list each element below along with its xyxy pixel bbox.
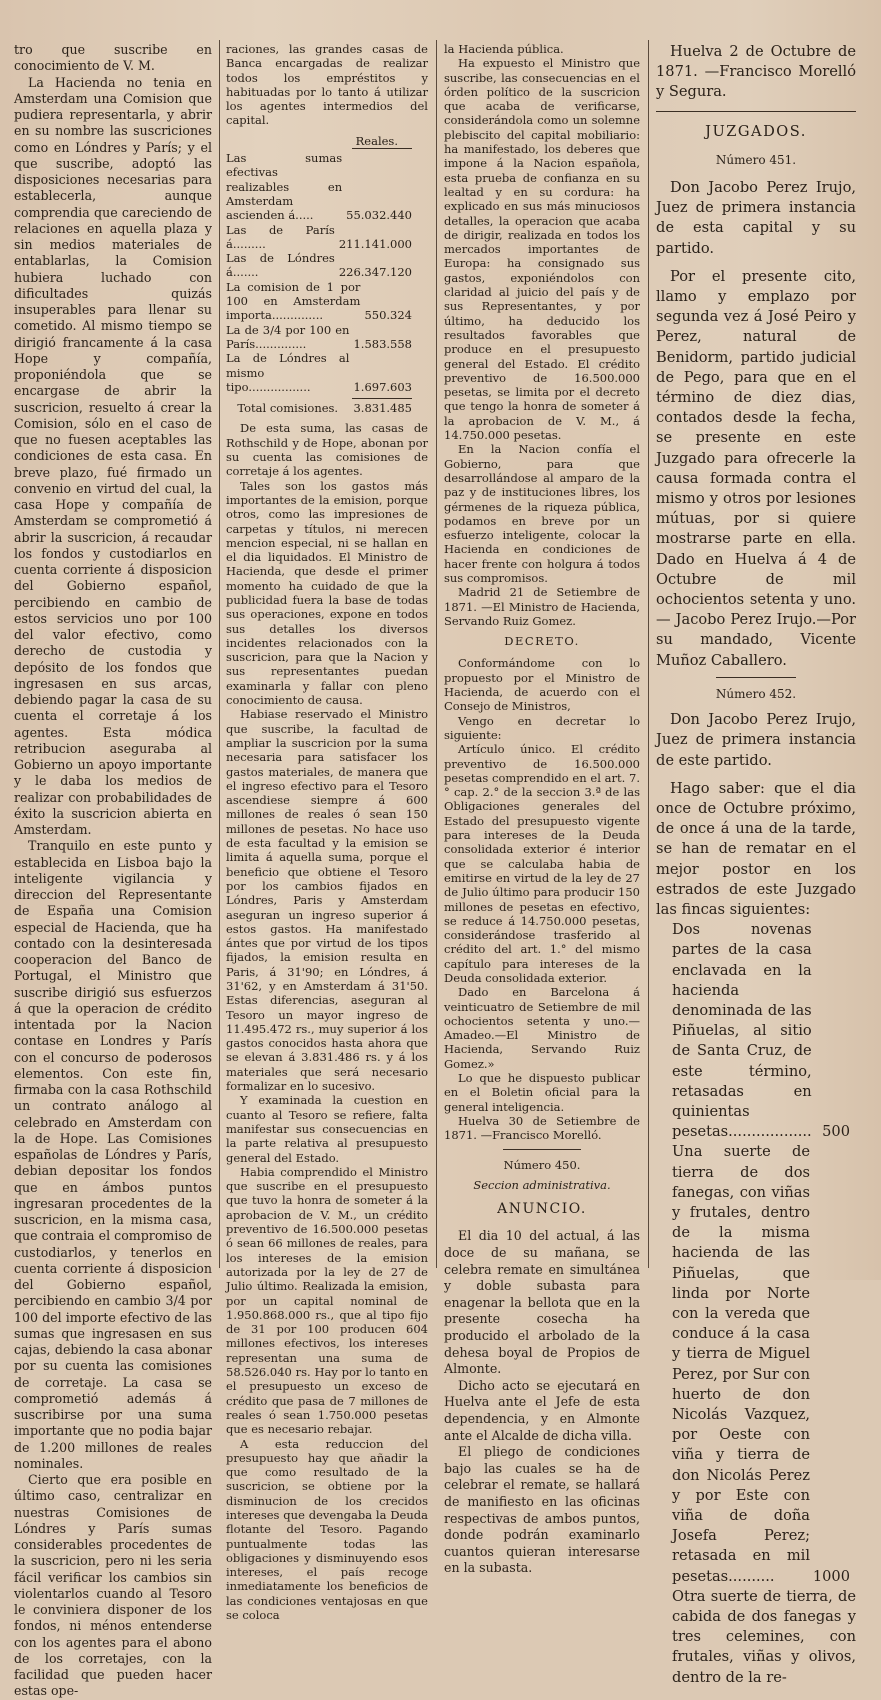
paragraph: Artículo único. El crédito preventivo de 16.500.000 pesetas comprendido en el art. 7.° cap. 2.° de la seccion 3.ª de las Obligaciones generales del Estado del presupuesto vigente para intereses de la Deuda consolidada exterior é interior que se calculaba habia de emitirse en virtud de la ley de 27 de Julio último para producir 150 millones de pesetas en efectivo, se reduce á 14.750.000 pesetas, considerándose trasferido al crédito del art. 1.° del mismo capítulo para intereses de la Deuda consolidada exterior. (444, 742, 640, 985)
table-row (226, 151, 428, 222)
notice-heading: Don Jacobo Perez Irujo, Juez de primera instancia de este partido. (656, 711, 856, 769)
column-4 (656, 42, 856, 1686)
row-label: Las de París á......... (226, 222, 335, 251)
lot-amount: 500 (822, 1123, 850, 1141)
paragraph: Habia comprendido el Ministro que suscribe en el presupuesto que tuvo la honra de someter á la aprobacion de V. M., un crédito preventivo de 16.500.000 pesetas ó sean 66 millones de reales, para los intereses de la emision autorizada por la ley de 27 de Julio último. Realizada la emision, por un capital nominal de 1.950.868.000 rs., que al tipo fijo de 31 por 100 producen 604 millones efectivos, los intereses representan una suma de 58.526.040 rs. Hay por lo tanto en el presupuesto un exceso de crédito que pasa de 7 millones de reales ó sean 1.750.000 pesetas que es necesario rebajar. (226, 1164, 428, 1437)
paragraph: Dado en Barcelona á veinticuatro de Setiembre de mil ochocientos setenta y uno.—Amadeo.—El Ministro de Hacienda, Servando Ruiz Gomez.» (444, 985, 640, 1071)
row-label: Las sumas efectivas realizables en Amsterdam ascienden á..... (226, 151, 343, 223)
decreto-title: DECRETO. (504, 634, 580, 649)
paragraph: Ha expuesto el Ministro que suscribe, las consecuencias en el órden político de la suscricion que acaba de verificarse, considerándola como un solemne plebiscito del capital mobiliario: ha manifestado, los deberes que impone á la Nacion española, esta prueba de confianza en su lealtad y en su cordura: ha explicado en sus más minuciosos detalles, la operacion que acaba de dirigir, realizada en todos los mercados importantes de Europa: ha consignado sus gastos, exponiéndolos con claridad al juicio del país y de sus Representantes, y por último, ha deducido los resultados favorables que produce en el presupuesto general del Estado. El crédito preventivo de 16.500.000 pesetas, se limita por el decreto que tengo la honra de someter á la aprobacion de V. M., á 14.750.000 pesetas. (444, 56, 640, 443)
anuncio-title: ANUNCIO. (497, 1201, 587, 1218)
row-value: 550.324 (364, 308, 412, 323)
table-row (226, 323, 428, 352)
total-value: 3.831.485 (353, 401, 412, 416)
paragraph: Hago saber: que el dia once de Octubre próximo, de once á una de la tarde, se han de rematar en el mejor postor en los estrados de este Juzgado las fincas siguientes: (656, 779, 856, 918)
row-value: 226.347.120 (338, 265, 412, 280)
signature-line: Huelva 2 de Octubre de 1871. —Francisco Morelló y Segura. (656, 43, 856, 101)
lot-description: Otra suerte de tierra, de cabida de dos fanegas y tres celemines, con frutales, viñas y olivos, dentro de la re- (672, 1587, 856, 1686)
column-rule (219, 40, 220, 1268)
paragraph: Por el presente cito, llamo y emplazo por segunda vez á José Peiro y Perez, natural de Benidorm, partido judicial de Pego, para que en el término de diez dias, contados desde la fecha, se presente en este Juzgado para ofrecerle la causa formada contra el mismo y otros por lesiones mútuas, por si quiere mostrarse parte en ella. Dado en Huelva á 4 de Octubre de mil ochocientos setenta y uno.— Jacobo Perez Irujo.—Por su mandado, Vicente Muñoz Caballero. (656, 267, 856, 669)
lot-description: Dos novenas partes de la casa enclavada en la hacienda denominada de las Piñuelas, al sitio de Santa Cruz, de este término, retasadas en quinientas pesetas.................. (672, 921, 812, 1141)
row-value: 1.583.558 (353, 336, 412, 351)
table-row (226, 223, 428, 252)
table-header: Reales. (355, 133, 398, 148)
auction-lot (656, 1142, 856, 1586)
lot-amount: 1000 (812, 1567, 850, 1585)
total-label: Total comisiones. (237, 401, 339, 416)
section-divider (656, 111, 856, 112)
juzgados-title: JUZGADOS. (705, 122, 807, 140)
notice-number: Número 450. (503, 1157, 581, 1172)
paragraph: Lo que he dispuesto publicar en el Boletin oficial para la general inteligencia. (444, 1071, 640, 1114)
table-total-row (226, 401, 428, 415)
table-row (226, 280, 428, 323)
table-rule (352, 398, 412, 399)
row-label: La de 3/4 por 100 en París.............. (226, 322, 350, 351)
auction-lot (656, 1587, 856, 1688)
section-divider (716, 677, 796, 678)
paragraph: De esta suma, las casas de Rothschild y de Hope, abonan por su cuenta las comisiones de corretaje á los agentes. (226, 421, 428, 479)
paragraph: Tales son los gastos más importantes de la emision, porque otros, como las impresiones de carpetas y títulos, ni merecen mencion especial, ni se hallan en el dia liquidados. El Ministro de Hacienda, que desde el primer momento ha cuidado de que la publicidad fuera la base de todas sus operaciones, expone en todos sus detalles los diversos incidentes relacionados con la suscricion, para que la Nacion y sus representantes puedan examinarla y fallar con pleno conocimiento de causa. (226, 478, 428, 708)
paragraph: El pliego de condiciones bajo las cuales se ha de celebrar el remate, se hallará de manifiesto en las oficinas respectivas de ambos puntos, donde podrán examinarlo cuantos quieran interesarse en la subasta. (444, 1444, 640, 1576)
lot-description: Una suerte de tierra de dos fanegas, con viñas y frutales, dentro de la misma hacienda de las Piñuelas, que linda por Norte con la vereda que conduce á la casa y tierra de Miguel Perez, por Sur con huerto de don Nicolás Vazquez, por Oeste con viña y tierra de don Nicolás Perez y por Este con viña de doña Josefa Perez; retasada en mil pesetas.......... (672, 1143, 810, 1585)
paragraph: Vengo en decretar lo siguiente: (444, 713, 640, 742)
paragraph: La Hacienda no tenia en Amsterdam una Comision que pudiera representarla, y abrir en su nombre las suscriciones como en Lóndres y París; y el que suscribe, adoptó las disposiciones necesarias para establecerla, aunque comprendia que careciendo de relaciones en aquella plaza y sin medios materiales de entablarlas, la Comision hubiera luchado con dificultades quizás insuperables para llenar su cometido. Al mismo tiempo se dirigió francamente á la casa Hope y compañía, proponiéndola que se encargase de abrir la suscricion, resuelto á crear la Comision, sólo en el caso de que no fuesen aceptables las condiciones de esta casa. En breve plazo, fué firmado un convenio en virtud del cual, la casa Hope y compañía de Amsterdam se comprometió á abrir la suscricion, á recaudar los fondos y custodiarlos en cuenta corriente á disposicion del Gobierno español, percibiendo en cambio de estos servicios uno por 100 del valor efectivo, como derecho de custodia y depósito de los fondos que ingresasen en sus arcas, debiendo pagar la casa de su cuenta el corretaje á los agentes. Esta módica retribucion aseguraba al Gobierno un apoyo importante y le daba los medios de realizar con probabilidades de éxito la suscricion abierta en Amsterdam. (14, 74, 212, 837)
signature-line: Huelva 30 de Setiembre de 1871. —Francisco Morelló. (444, 1113, 640, 1143)
paragraph: A esta reduccion del presupuesto hay que añadir la que como resultado de la suscricion, se obtiene por la disminucion de los crecidos intereses que devengaba la Deuda flotante del Tesoro. Pagando puntualmente todas las obligaciones y disminuyendo esos intereses, el país recoge inmediatamente los beneficios de las condiciones ventajosas en que se coloca (226, 1436, 428, 1623)
column-rule (436, 40, 437, 1268)
notice-number: Número 452. (715, 686, 797, 701)
row-value: 55.032.440 (346, 208, 412, 223)
row-value: 1.697.603 (353, 379, 412, 394)
paragraph: Conformándome con lo propuesto por el Ministro de Hacienda, de acuerdo con el Consejo de Ministros, (444, 656, 640, 714)
table-row (226, 251, 428, 280)
row-label: La de Lóndres al mismo tipo................. (226, 351, 350, 394)
paragraph: Cierto que era posible en último caso, centralizar en nuestras Comisiones de Lóndres y París sumas considerables procedentes de la suscricion, pero ni les seria fácil verificar los cambios sin violentarlos cuando al Tesoro le conviniera disponer de los fondos, ni ménos entenderse con los agentes para el abono de los corretajes, con la facilidad que pueden hacer estas ope- (14, 1472, 212, 1699)
paragraph: Tranquilo en este punto y establecida en Lisboa bajo la inteligente vigilancia y direccion del Representante de España una Comision especial de Hacienda, que ha contado con la desinteresada cooperacion del Banco de Portugal, el Ministro que suscribe dirigió sus esfuerzos á que la operacion de crédito intentada por la Nacion contase en Londres y París con el concurso de poderosos elementos. Con este fin, firmaba con la casa Rothschild un contrato análogo al celebrado en Amsterdam con la de Hope. Las Comisiones españolas de Lóndres y París, debian depositar los fondos que en ámbos puntos ingresaran procedentes de la suscricion, en la misma casa, que contraia el compromiso de custodiarlos, y tenerlos en cuenta corriente á disposicion del Gobierno español, percibiendo en cambio 3/4 por 100 del importe efectivo de las sumas que ingresasen en sus cajas, debiendo la casa abonar por su cuenta las comisiones de corretaje. La casa se comprometió además á suscribirse por una suma importante que no podia bajar de 1.200 millones de reales nominales. (14, 838, 212, 1471)
column-rule (648, 40, 649, 1268)
column-1 (14, 42, 212, 1699)
table-row (226, 351, 428, 394)
paragraph: la Hacienda pública. (444, 42, 564, 56)
paragraph: raciones, las grandes casas de Banca encargadas de realizar todos los empréstitos y habituadas por lo tanto á utilizar los agentes intermedios del capital. (226, 42, 428, 128)
signature-line: Madrid 21 de Setiembre de 1871. —El Ministro de Hacienda, Servando Ruiz Gomez. (444, 585, 640, 628)
notice-heading: Don Jacobo Perez Irujo, Juez de primera instancia de esta capital y su partido. (656, 179, 856, 257)
commission-table (226, 151, 428, 415)
notice-number: Número 451. (715, 152, 797, 167)
row-label: La comision de 1 por 100 en Amsterdam importa.............. (226, 279, 361, 323)
column-2 (226, 42, 428, 1623)
auction-lot (656, 920, 856, 1142)
section-divider (503, 1149, 581, 1150)
section-subtitle: Seccion administrativa. (473, 1177, 611, 1192)
row-value: 211.141.000 (338, 236, 412, 251)
paragraph: En la Nacion confía el Gobierno, para que desarrollándose al amparo de la paz y de instituciones libres, los gérmenes de la riqueza pública, podamos en breve por un esfuerzo inteligente, colocar la Hacienda en condiciones de hacer frente con holgura á todos sus compromisos. (444, 442, 640, 585)
paragraph: Y examinada la cuestion en cuanto al Tesoro se refiere, falta manifestar sus consecuencias en la parte relativa al presupuesto general del Estado. (226, 1093, 428, 1165)
paragraph: tro que suscribe en conocimiento de V. M. (14, 42, 212, 74)
row-label: Las de Lóndres á....... (226, 251, 335, 280)
paragraph: El dia 10 del actual, á las doce de su mañana, se celebra remate en simultánea y doble subasta para enagenar la bellota que en la presente cosecha ha producido el arbolado de la dehesa boyal de Propios de Almonte. (444, 1228, 640, 1377)
column-3 (444, 42, 640, 1576)
paragraph: Habiase reservado el Ministro que suscribe, la facultad de ampliar la suscricion por la suma necesaria para satisfacer los gastos materiales, de manera que el ingreso efectivo para el Tesoro ascendiese siempre á 600 millones de reales ó sean 150 millones de pesetas. No hace uso de esta facultad y la emision se limita á aquella suma, porque el beneficio que obtiene el Tesoro por los cambios fijados en Lóndres, Paris y Amsterdam aseguran un ingreso superior á estos gastos. Ha manifestado ántes que por virtud de los tipos fijados, la emision resulta en Paris, á 31'90; en Lóndres, á 31'62, y en Amsterdam á 31'50. Estas diferencias, aseguran al Tesoro un mayor ingreso de 11.495.472 rs., muy superior á los gastos conocidos hasta ahora que se elevan á 3.831.486 rs. y á los materiales que será necesario formalizar en lo sucesivo. (226, 707, 428, 1094)
table-rule (352, 148, 412, 149)
paragraph: Dicho acto se ejecutará en Huelva ante el Jefe de esta dependencia, y en Almonte ante el Alcalde de dicha villa. (444, 1377, 640, 1443)
